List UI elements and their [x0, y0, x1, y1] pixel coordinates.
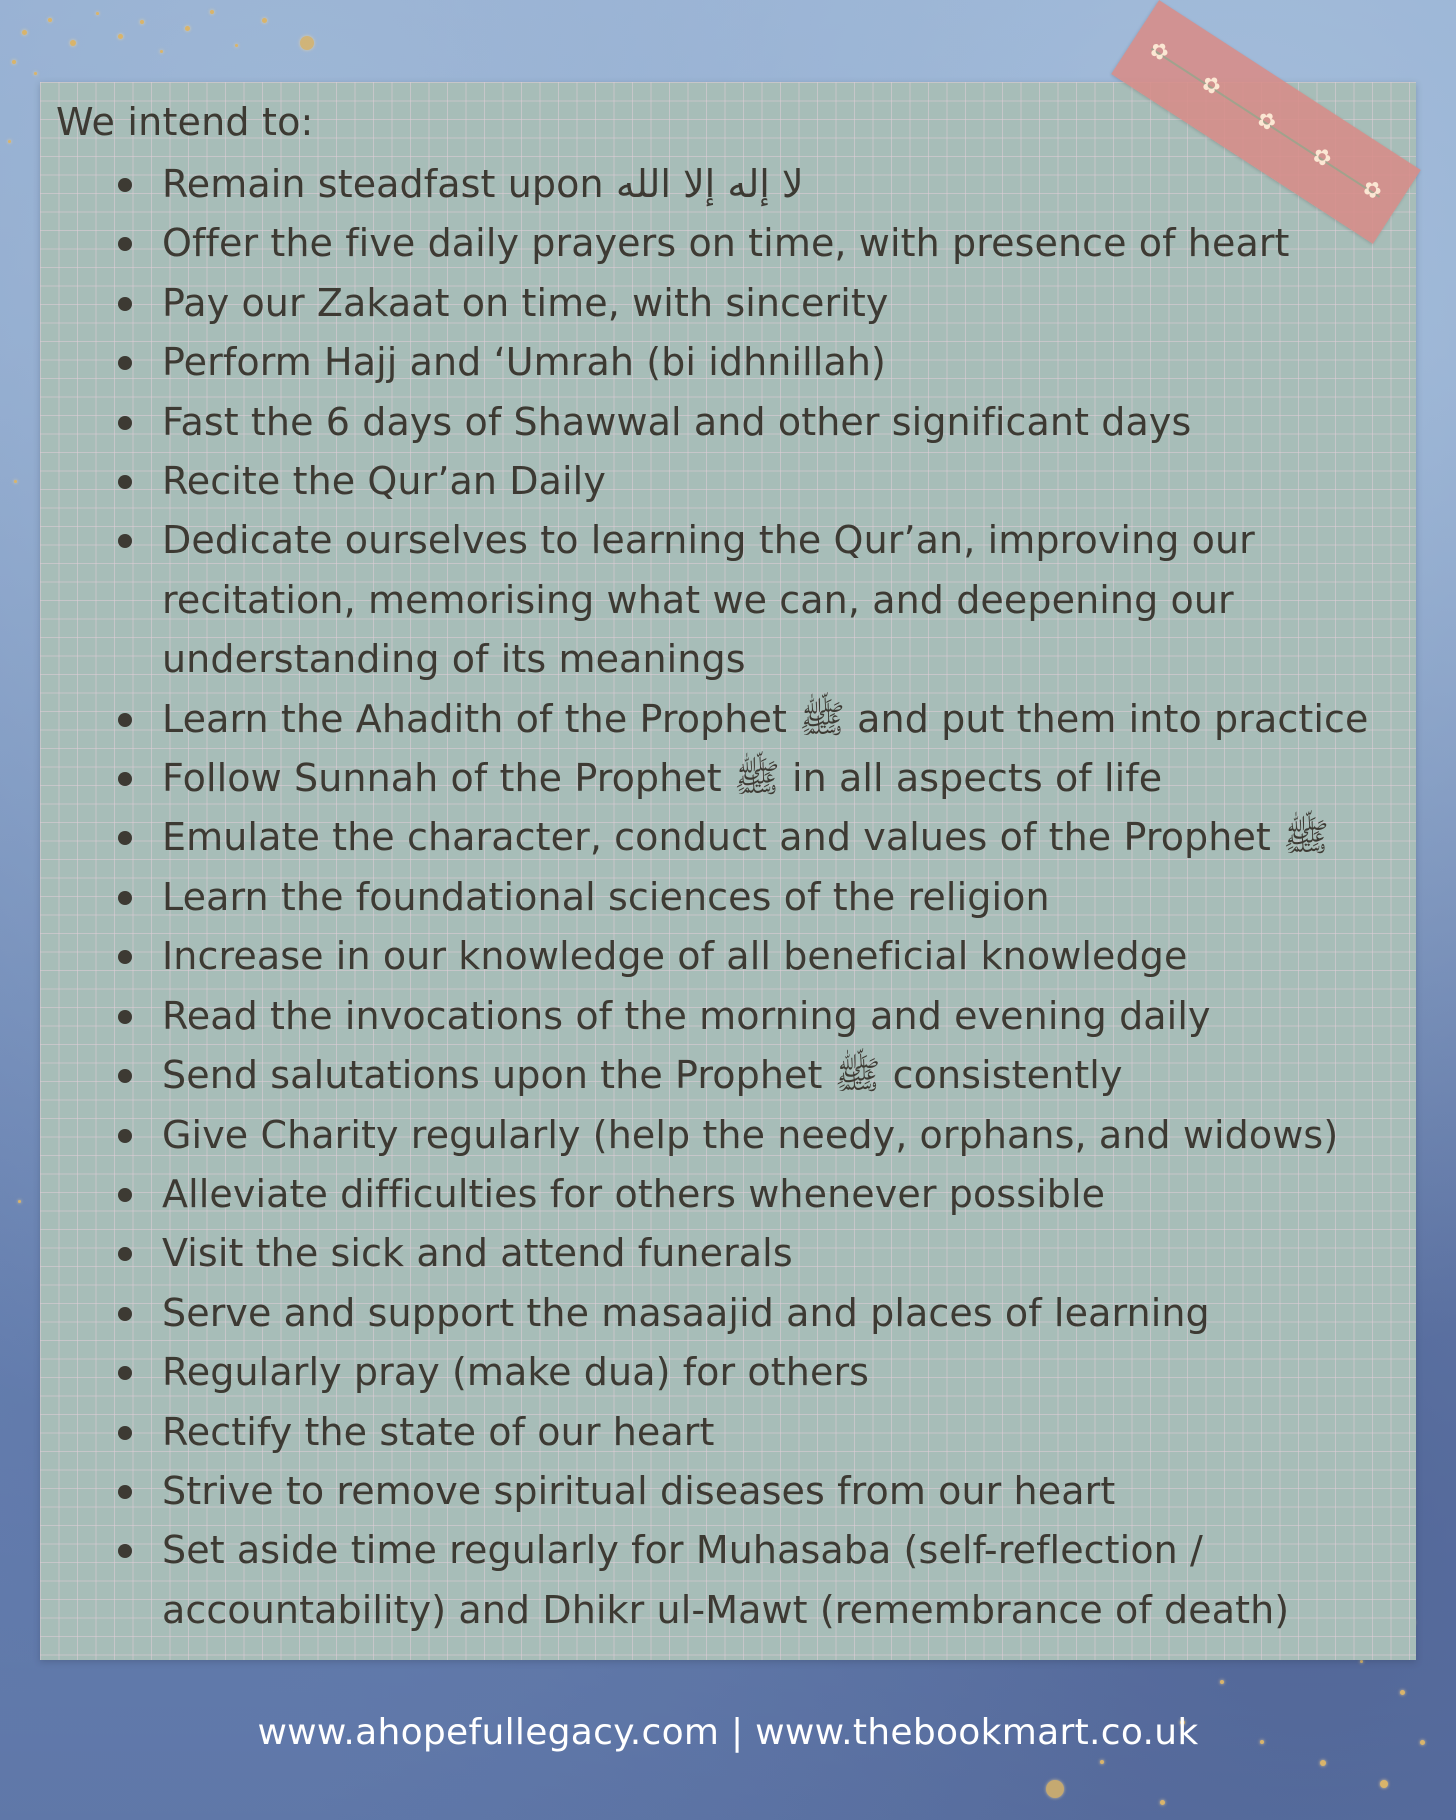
- list-item: Read the invocations of the morning and evening daily: [56, 987, 1416, 1046]
- flower-icon: ✿: [1196, 70, 1226, 102]
- footer-websites: www.ahopefullegacy.com | www.thebookmart.co.uk: [257, 1712, 1199, 1753]
- list-item: Rectify the state of our heart: [56, 1403, 1416, 1462]
- grid-paper-card: [40, 82, 1416, 1660]
- list-item: Pay our Zakaat on time, with sincerity: [56, 274, 1416, 333]
- intentions-content: [56, 97, 1416, 1640]
- flower-icon: ✿: [1251, 106, 1281, 138]
- list-item: Regularly pray (make dua) for others: [56, 1343, 1416, 1402]
- list-item: Give Charity regularly (help the needy, orphans, and widows): [56, 1106, 1416, 1165]
- list-item: Set aside time regularly for Muhasaba (self-reflection / accountability) and Dhikr ul-Mawt (remembrance of death): [56, 1521, 1416, 1640]
- list-item: Recite the Qur’an Daily: [56, 452, 1416, 511]
- list-item: Perform Hajj and ‘Umrah (bi idhnillah): [56, 333, 1416, 392]
- list-item: Emulate the character, conduct and values of the Prophet ﷺ: [56, 808, 1416, 867]
- list-item: Alleviate difficulties for others whenever possible: [56, 1165, 1416, 1224]
- list-item: Learn the Ahadith of the Prophet ﷺ and put them into practice: [56, 690, 1416, 749]
- list-item: Increase in our knowledge of all beneficial knowledge: [56, 927, 1416, 986]
- list-item: Offer the five daily prayers on time, with presence of heart: [56, 214, 1416, 273]
- flower-icon: ✿: [1357, 174, 1387, 206]
- flower-icon: ✿: [1144, 36, 1174, 68]
- list-item: Serve and support the masaajid and places of learning: [56, 1284, 1416, 1343]
- intentions-heading: We intend to:: [56, 100, 314, 144]
- flower-icon: ✿: [1307, 142, 1337, 174]
- intentions-list: [56, 155, 1416, 1640]
- list-item: Dedicate ourselves to learning the Qur’an, improving our recitation, memorising what we can, and deepening our understanding of its meanings: [56, 511, 1416, 689]
- list-item: Learn the foundational sciences of the religion: [56, 868, 1416, 927]
- list-item: Strive to remove spiritual diseases from our heart: [56, 1462, 1416, 1521]
- list-item: Fast the 6 days of Shawwal and other significant days: [56, 393, 1416, 452]
- list-item: Send salutations upon the Prophet ﷺ consistently: [56, 1046, 1416, 1105]
- list-item: Visit the sick and attend funerals: [56, 1224, 1416, 1283]
- list-item: Remain steadfast upon لا إله إلا الله: [56, 155, 1416, 214]
- list-item: Follow Sunnah of the Prophet ﷺ in all aspects of life: [56, 749, 1416, 808]
